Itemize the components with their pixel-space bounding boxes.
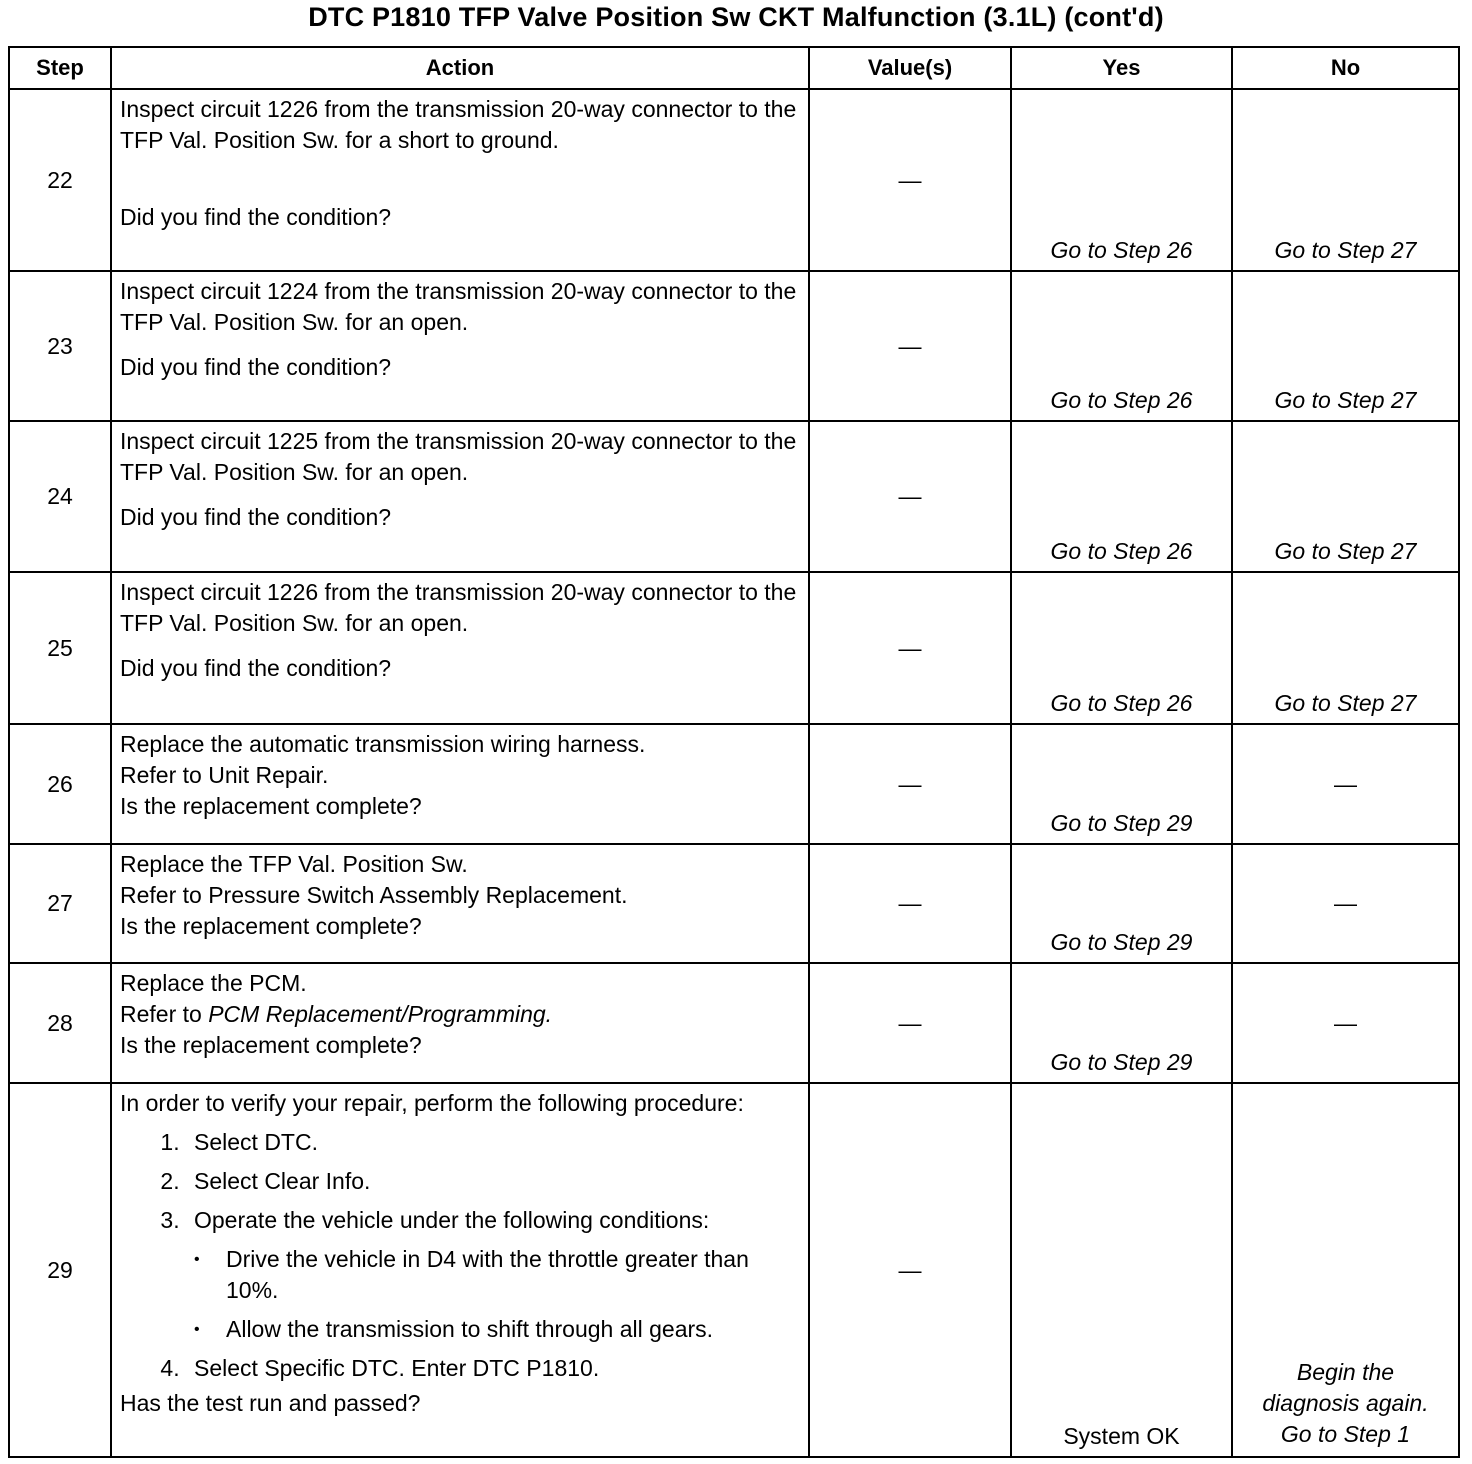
action-cell [111, 1083, 809, 1457]
value-cell: — [809, 724, 1011, 844]
yes-cell: Go to Step 26 [1011, 572, 1232, 724]
action-line-prefix: Refer to [120, 1001, 202, 1027]
action-text: Inspect circuit 1225 from the transmission 20-way connector to the TFP Val. Position Sw. for an open. [120, 428, 797, 485]
value-cell: — [809, 421, 1011, 572]
header-action: Action [111, 47, 809, 89]
value-cell: — [809, 572, 1011, 724]
action-text: Inspect circuit 1226 from the transmission 20-way connector to the TFP Val. Position Sw. for an open. [120, 579, 797, 636]
yes-cell: Go to Step 29 [1011, 724, 1232, 844]
table-row-step-26 [9, 724, 1459, 844]
table-row-step-25 [9, 572, 1459, 724]
action-question: Is the replacement complete? [120, 1032, 422, 1058]
header-step: Step [9, 47, 111, 89]
value-cell: — [809, 1083, 1011, 1457]
action-question: Is the replacement complete? [120, 793, 422, 819]
procedure-step: 4. Select Specific DTC. Enter DTC P1810. [186, 1353, 802, 1384]
yes-cell: Go to Step 29 [1011, 963, 1232, 1083]
action-cell [111, 724, 809, 844]
value-cell: — [809, 89, 1011, 271]
no-cell: Go to Step 27 [1232, 89, 1459, 271]
header-values: Value(s) [809, 47, 1011, 89]
action-question: Did you find the condition? [120, 504, 392, 530]
action-cell [111, 572, 809, 724]
condition-list [194, 1244, 802, 1345]
action-question: Has the test run and passed? [120, 1390, 421, 1416]
step-number: 26 [9, 724, 111, 844]
step-number: 27 [9, 844, 111, 963]
no-cell [1232, 1083, 1459, 1457]
diagnostic-table [8, 46, 1460, 1458]
step-number: 22 [9, 89, 111, 271]
step-number: 29 [9, 1083, 111, 1457]
step-number: 25 [9, 572, 111, 724]
pcm-reference: PCM Replacement/Programming. [208, 1001, 553, 1027]
step-number: 23 [9, 271, 111, 421]
value-cell: — [809, 271, 1011, 421]
action-cell [111, 89, 809, 271]
action-cell [111, 963, 809, 1083]
action-cell [111, 271, 809, 421]
condition-item: • Allow the transmission to shift through all gears. [222, 1314, 802, 1345]
procedure-list [120, 1127, 802, 1384]
procedure-step-text: Operate the vehicle under the following conditions: [194, 1207, 710, 1233]
no-cell: Go to Step 27 [1232, 421, 1459, 572]
action-cell [111, 421, 809, 572]
value-cell: — [809, 963, 1011, 1083]
action-text: Inspect circuit 1224 from the transmission 20-way connector to the TFP Val. Position Sw. for an open. [120, 278, 797, 335]
no-cell: — [1232, 963, 1459, 1083]
no-cell: — [1232, 844, 1459, 963]
action-text: Inspect circuit 1226 from the transmission 20-way connector to the TFP Val. Position Sw. for a short to ground. [120, 96, 797, 153]
action-line: Replace the TFP Val. Position Sw. [120, 851, 468, 877]
no-cell: Go to Step 27 [1232, 572, 1459, 724]
table-row-step-24 [9, 421, 1459, 572]
table-row-step-27 [9, 844, 1459, 963]
header-yes: Yes [1011, 47, 1232, 89]
action-line: Replace the automatic transmission wiring harness. [120, 731, 646, 757]
no-line: Go to Step 1 [1280, 1421, 1411, 1447]
procedure-step: 2. Select Clear Info. [186, 1166, 802, 1197]
table-row-step-23 [9, 271, 1459, 421]
action-line [120, 999, 802, 1030]
value-cell: — [809, 844, 1011, 963]
action-intro: In order to verify your repair, perform the following procedure: [120, 1090, 744, 1116]
procedure-step [186, 1205, 802, 1345]
page-title: DTC P1810 TFP Valve Position Sw CKT Malfunction (3.1L) (cont'd) [308, 2, 1164, 32]
no-line: Begin the [1296, 1359, 1395, 1385]
action-question: Did you find the condition? [120, 204, 392, 230]
no-cell: Go to Step 27 [1232, 271, 1459, 421]
yes-cell: Go to Step 26 [1011, 89, 1232, 271]
action-line: Refer to Unit Repair. [120, 762, 329, 788]
no-line: diagnosis again. [1262, 1390, 1429, 1416]
header-no: No [1232, 47, 1459, 89]
header-row [9, 47, 1459, 89]
table-row-step-22 [9, 89, 1459, 271]
step-number: 24 [9, 421, 111, 572]
table-row-step-29 [9, 1083, 1459, 1457]
table-row-step-28 [9, 963, 1459, 1083]
action-line: Refer to Pressure Switch Assembly Replacement. [120, 882, 628, 908]
action-cell [111, 844, 809, 963]
yes-cell: Go to Step 26 [1011, 271, 1232, 421]
no-cell: — [1232, 724, 1459, 844]
yes-cell: System OK [1011, 1083, 1232, 1457]
action-line: Replace the PCM. [120, 970, 307, 996]
action-question: Is the replacement complete? [120, 913, 422, 939]
yes-cell: Go to Step 26 [1011, 421, 1232, 572]
step-number: 28 [9, 963, 111, 1083]
action-question: Did you find the condition? [120, 655, 392, 681]
yes-cell: Go to Step 29 [1011, 844, 1232, 963]
action-question: Did you find the condition? [120, 354, 392, 380]
procedure-step: 1. Select DTC. [186, 1127, 802, 1158]
condition-item: • Drive the vehicle in D4 with the throttle greater than 10%. [222, 1244, 802, 1306]
